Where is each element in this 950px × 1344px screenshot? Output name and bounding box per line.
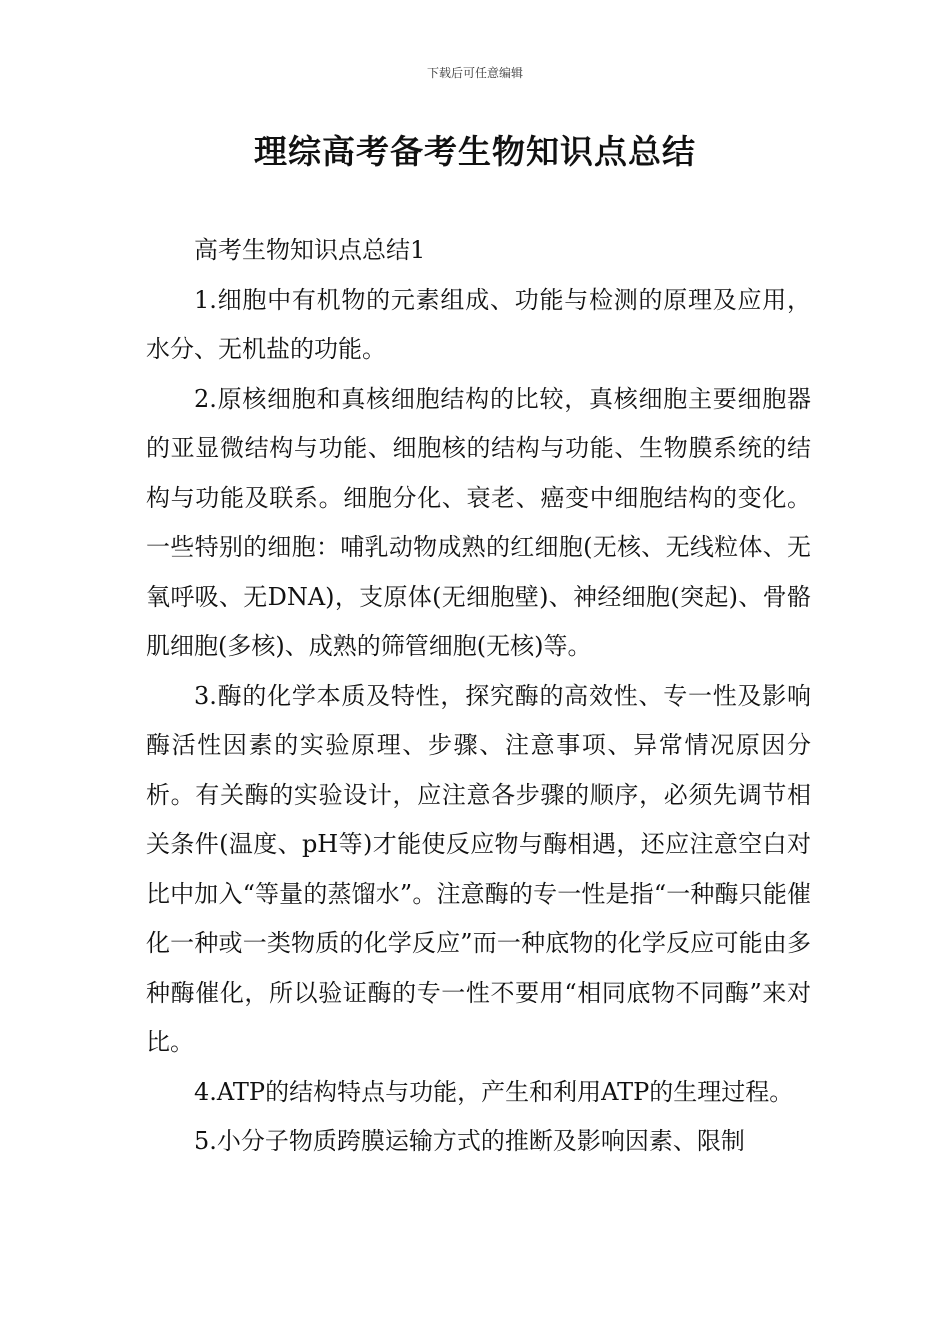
page-title: 理综高考备考生物知识点总结 xyxy=(254,132,696,171)
section-heading: 高考生物知识点总结1 xyxy=(194,236,426,264)
paragraph-5: 5.小分子物质跨膜运输方式的推断及影响因素、限制 xyxy=(194,1127,745,1155)
paragraph-2: 2.原核细胞和真核细胞结构的比较，真核细胞主要细胞器的亚显微结构与功能、细胞核的结构与功能、生物膜系统的结构与功能及联系。细胞分化、衰老、癌变中细胞结构的变化。一些特别的细胞：哺乳动物成熟的红细胞(无核、无线粒体、无氧呼吸、无DNA)，支原体(无细胞壁)、神经细胞(突起)、骨骼肌细胞(多核)、成熟的筛管细胞(无核)等。 xyxy=(146,384,811,660)
paragraph-4: 4.ATP的结构特点与功能，产生和利用ATP的生理过程。 xyxy=(194,1077,794,1106)
document-body xyxy=(146,226,811,1167)
paragraph-3: 3.酶的化学本质及特性，探究酶的高效性、专一性及影响酶活性因素的实验原理、步骤、注意事项、异常情况原因分析。有关酶的实验设计，应注意各步骤的顺序，必须先调节相关条件(温度、pH等)才能使反应物与酶相遇，还应注意空白对比中加入“等量的蒸馏水”。注意酶的专一性是指“一种酶只能催化一种或一类物质的化学反应”而一种底物的化学反应可能由多种酶催化，所以验证酶的专一性不要用“相同底物不同酶”来对比。 xyxy=(146,681,811,1056)
paragraph-1: 1.细胞中有机物的元素组成、功能与检测的原理及应用，水分、无机盐的功能。 xyxy=(146,285,811,363)
download-note: 下载后可任意编辑 xyxy=(426,66,523,80)
